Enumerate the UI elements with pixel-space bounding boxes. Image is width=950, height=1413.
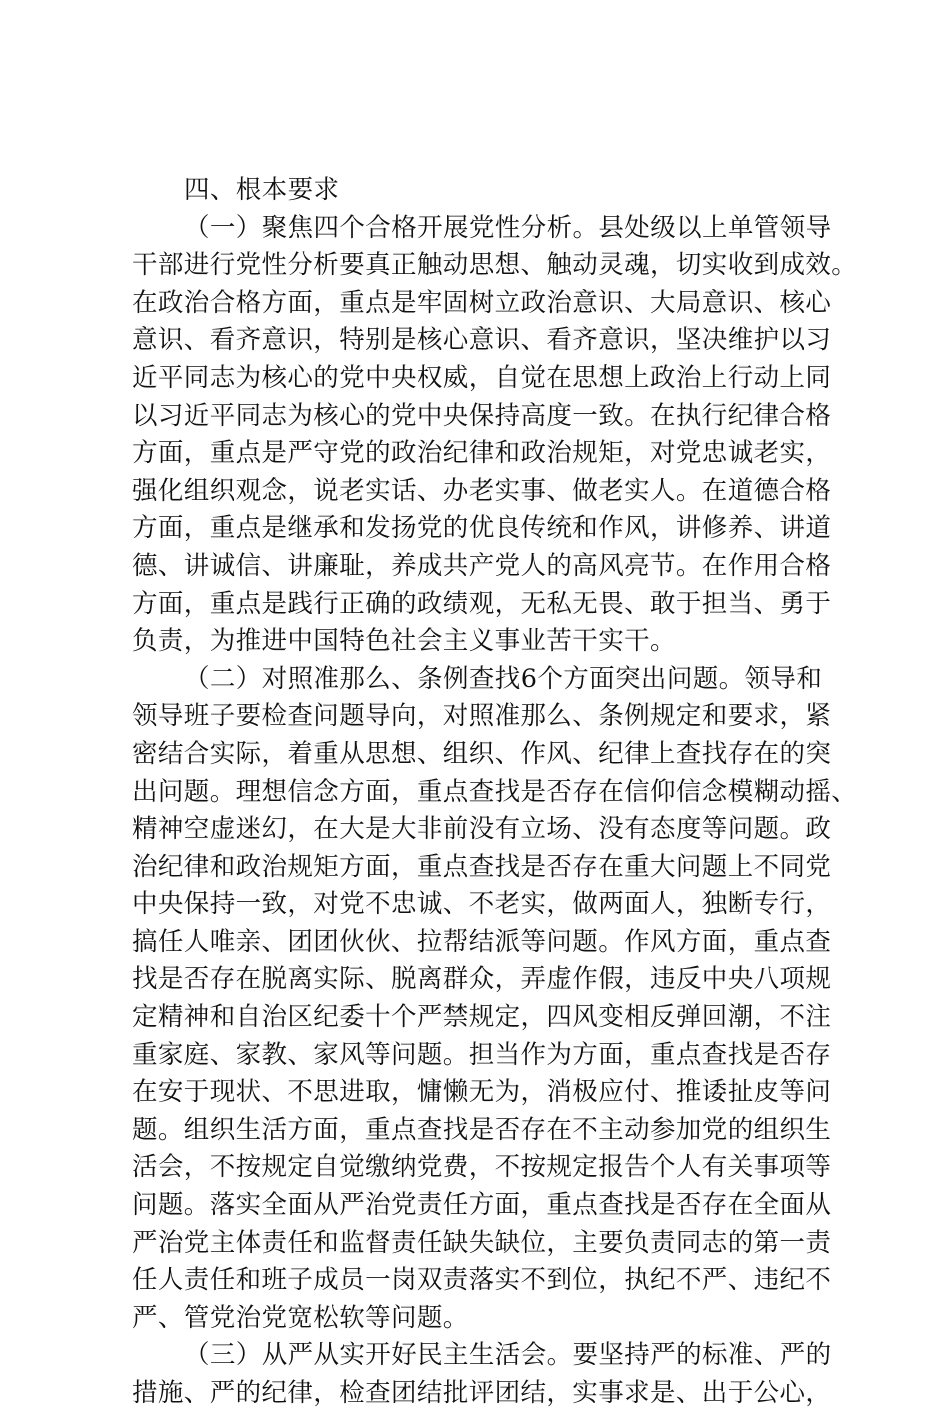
paragraph-2-line: 密结合实际，着重从思想、组织、作风、纪律上查找存在的突 [132,738,832,769]
paragraph-2-line: 在安于现状、不思进取，慵懒无为，消极应付、推诿扯皮等问 [132,1077,832,1108]
paragraph-2-line: 题。组织生活方面，重点查找是否存在不主动参加党的组织生 [132,1114,832,1145]
paragraph-2-line: 重家庭、家教、家风等问题。担当作为方面，重点查找是否存 [132,1039,832,1070]
paragraph-1-line: 在政治合格方面，重点是牢固树立政治意识、大局意识、核心 [132,287,832,318]
paragraph-1-line: 德、讲诚信、讲廉耻，养成共产党人的高风亮节。在作用合格 [132,550,832,581]
paragraph-1-line: 近平同志为核心的党中央权威，自觉在思想上政治上行动上同 [132,362,832,393]
paragraph-1-line: 方面，重点是践行正确的政绩观，无私无畏、敢于担当、勇于 [132,588,832,619]
paragraph-1-line: 负责，为推进中国特色社会主义事业苦干实干。 [132,626,676,657]
section-heading: 四、根本要求 [184,175,340,205]
paragraph-2-line: （二）对照准那么、条例查找6个方面突出问题。领导和 [184,663,823,694]
paragraph-2-line: 严治党主体责任和监督责任缺失缺位，主要负责同志的第一责 [132,1227,832,1258]
paragraph-1-line: 干部进行党性分析要真正触动思想、触动灵魂，切实收到成效。 [132,250,858,281]
paragraph-3-line: （三）从严从实开好民主生活会。要坚持严的标准、严的 [184,1340,832,1371]
paragraph-1-line: 强化组织观念，说老实话、办老实事、做老实人。在道德合格 [132,475,832,506]
paragraph-1-line: 方面，重点是严守党的政治纪律和政治规矩，对党忠诚老实， [132,438,832,469]
document-body [132,172,858,1413]
paragraph-2-line: 活会，不按规定自觉缴纳党费，不按规定报告个人有关事项等 [132,1152,832,1183]
paragraph-2-line: 出问题。理想信念方面，重点查找是否存在信仰信念模糊动摇、 [132,776,858,807]
paragraph-2-line: 领导班子要检查问题导向，对照准那么、条例规定和要求，紧 [132,701,832,732]
paragraph-3-line: 措施、严的纪律，检查团结批评团结，实事求是、出于公心， [132,1378,832,1408]
paragraph-2-line: 精神空虚迷幻，在大是大非前没有立场、没有态度等问题。政 [132,814,832,845]
paragraph-2-line: 定精神和自治区纪委十个严禁规定，四风变相反弹回潮，不注 [132,1002,832,1033]
paragraph-1-line: 以习近平同志为核心的党中央保持高度一致。在执行纪律合格 [132,400,832,431]
paragraph-1-line: 方面，重点是继承和发扬党的优良传统和作风，讲修养、讲道 [132,513,832,544]
paragraph-1-line: 意识、看齐意识，特别是核心意识、看齐意识，坚决维护以习 [132,325,832,356]
paragraph-2-line: 任人责任和班子成员一岗双责落实不到位，执纪不严、违纪不 [132,1265,832,1296]
paragraph-2-line: 中央保持一致，对党不忠诚、不老实，做两面人，独断专行， [132,889,832,920]
paragraph-2-line: 找是否存在脱离实际、脱离群众，弄虚作假，违反中央八项规 [132,964,832,995]
paragraph-2-line: 问题。落实全面从严治党责任方面，重点查找是否存在全面从 [132,1190,832,1221]
paragraph-2-line: 严、管党治党宽松软等问题。 [132,1302,469,1333]
paragraph-2-line: 治纪律和政治规矩方面，重点查找是否存在重大问题上不同党 [132,851,832,882]
paragraph-1-line: （一）聚焦四个合格开展党性分析。县处级以上单管领导 [184,212,832,243]
paragraph-2-line: 搞任人唯亲、团团伙伙、拉帮结派等问题。作风方面，重点查 [132,926,832,957]
